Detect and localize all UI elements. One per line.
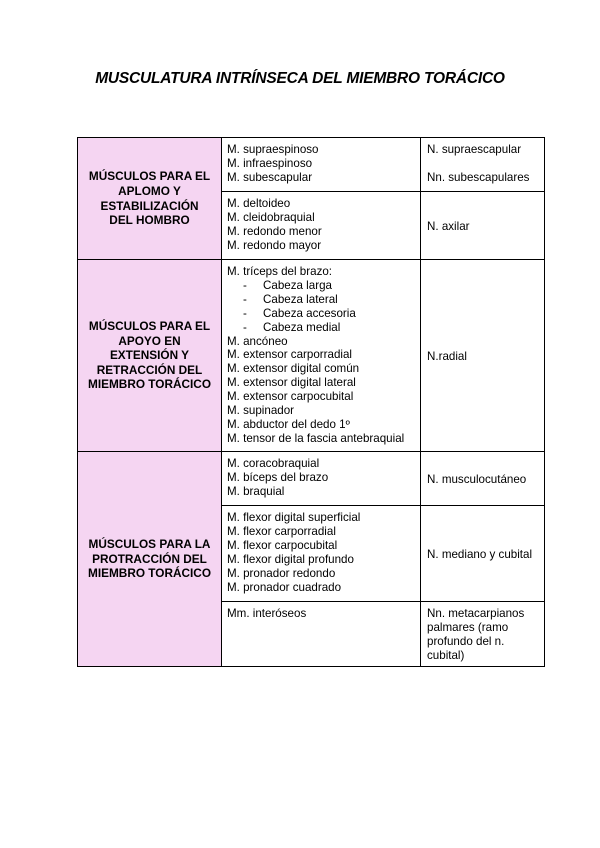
- nerve-item: N. supraescapular: [427, 143, 522, 156]
- muscle-subitem-label: Cabeza accesoria: [263, 306, 356, 320]
- muscle-item: M. tensor de la fascia antebraquial: [227, 431, 405, 445]
- nerve-cell: [421, 452, 545, 506]
- muscle-item: M. redondo mayor: [227, 238, 322, 252]
- nerve-cell: [421, 138, 545, 192]
- muscle-item: M. pronador cuadrado: [227, 580, 342, 594]
- document-title: MUSCULATURA INTRÍNSECA DEL MIEMBRO TORÁCICO: [95, 70, 505, 87]
- muscle-item: M. deltoideo: [227, 197, 291, 210]
- muscle-list: [222, 452, 421, 506]
- muscle-item: M. extensor digital lateral: [227, 376, 356, 390]
- muscle-item: M. subescapular: [227, 170, 313, 184]
- muscle-item: M. flexor carporradial: [227, 524, 336, 538]
- nerve-item: N. musculocutáneo: [427, 472, 527, 486]
- muscle-subitem: [227, 321, 417, 335]
- muscle-list: [222, 192, 421, 260]
- muscle-item: M. flexor carpocubital: [227, 538, 338, 552]
- group-label-aplomo: MÚSCULOS PARA EL APLOMO Y ESTABILIZACIÓN DEL HOMBRO: [78, 138, 222, 260]
- muscle-item: M. flexor digital superficial: [227, 511, 361, 524]
- muscle-item: Mm. interóseos: [227, 607, 307, 620]
- muscle-subitem: [227, 279, 417, 293]
- muscle-item: M. redondo menor: [227, 224, 322, 238]
- muscle-item: M. bíceps del brazo: [227, 470, 329, 484]
- table-row: [78, 138, 545, 192]
- nerve-item: Nn. metacarpianos palmares (ramo profundo del n. cubital): [427, 607, 525, 662]
- muscle-list: [222, 138, 421, 192]
- muscle-item: M. ancóneo: [227, 334, 288, 348]
- muscle-item: M. pronador redondo: [227, 566, 336, 580]
- muscle-item: M. cleidobraquial: [227, 210, 315, 224]
- group-label-protraccion: MÚSCULOS PARA LA PROTRACCIÓN DEL MIEMBRO TORÁCICO: [78, 452, 222, 667]
- muscle-item: M. tríceps del brazo:: [227, 265, 333, 278]
- table-row: [78, 452, 545, 506]
- dash-bullet: -: [243, 292, 247, 306]
- group-label-apoyo: MÚSCULOS PARA EL APOYO EN EXTENSIÓN Y RETRACCIÓN DEL MIEMBRO TORÁCICO: [78, 260, 222, 452]
- muscle-item: M. abductor del dedo 1º: [227, 417, 350, 431]
- muscle-item: M. coracobraquial: [227, 457, 320, 470]
- nerve-cell: [421, 506, 545, 602]
- muscle-subitem: [227, 293, 417, 307]
- muscle-item: M. extensor digital común: [227, 362, 360, 376]
- nerve-spacer: [427, 157, 541, 171]
- muscle-item: M. braquial: [227, 484, 285, 498]
- muscle-list: [222, 506, 421, 602]
- muscle-item: M. supraespinoso: [227, 143, 319, 156]
- nerve-item: N.radial: [427, 349, 467, 363]
- muscle-item: M. extensor carpocubital: [227, 390, 354, 404]
- nerve-item: N. axilar: [427, 219, 470, 233]
- muscle-item: M. supinador: [227, 404, 295, 418]
- dash-bullet: -: [243, 306, 247, 320]
- muscle-list: [222, 602, 421, 667]
- musculature-table: [77, 137, 545, 667]
- muscle-subitem-label: Cabeza medial: [263, 320, 341, 334]
- nerve-cell: [421, 192, 545, 260]
- muscle-subitem: [227, 307, 417, 321]
- dash-bullet: -: [243, 320, 247, 334]
- nerve-cell: [421, 602, 545, 667]
- dash-bullet: -: [243, 278, 247, 292]
- muscle-subitem-label: Cabeza lateral: [263, 292, 338, 306]
- muscle-item: M. extensor carporradial: [227, 348, 353, 362]
- muscle-item: M. flexor digital profundo: [227, 552, 354, 566]
- muscle-item: M. infraespinoso: [227, 156, 313, 170]
- table-row: [78, 260, 545, 452]
- muscle-list: [222, 260, 421, 452]
- muscle-subitem-label: Cabeza larga: [263, 278, 332, 292]
- nerve-item: N. mediano y cubital: [427, 547, 533, 561]
- nerve-cell: [421, 260, 545, 452]
- nerve-item: Nn. subescapulares: [427, 170, 530, 184]
